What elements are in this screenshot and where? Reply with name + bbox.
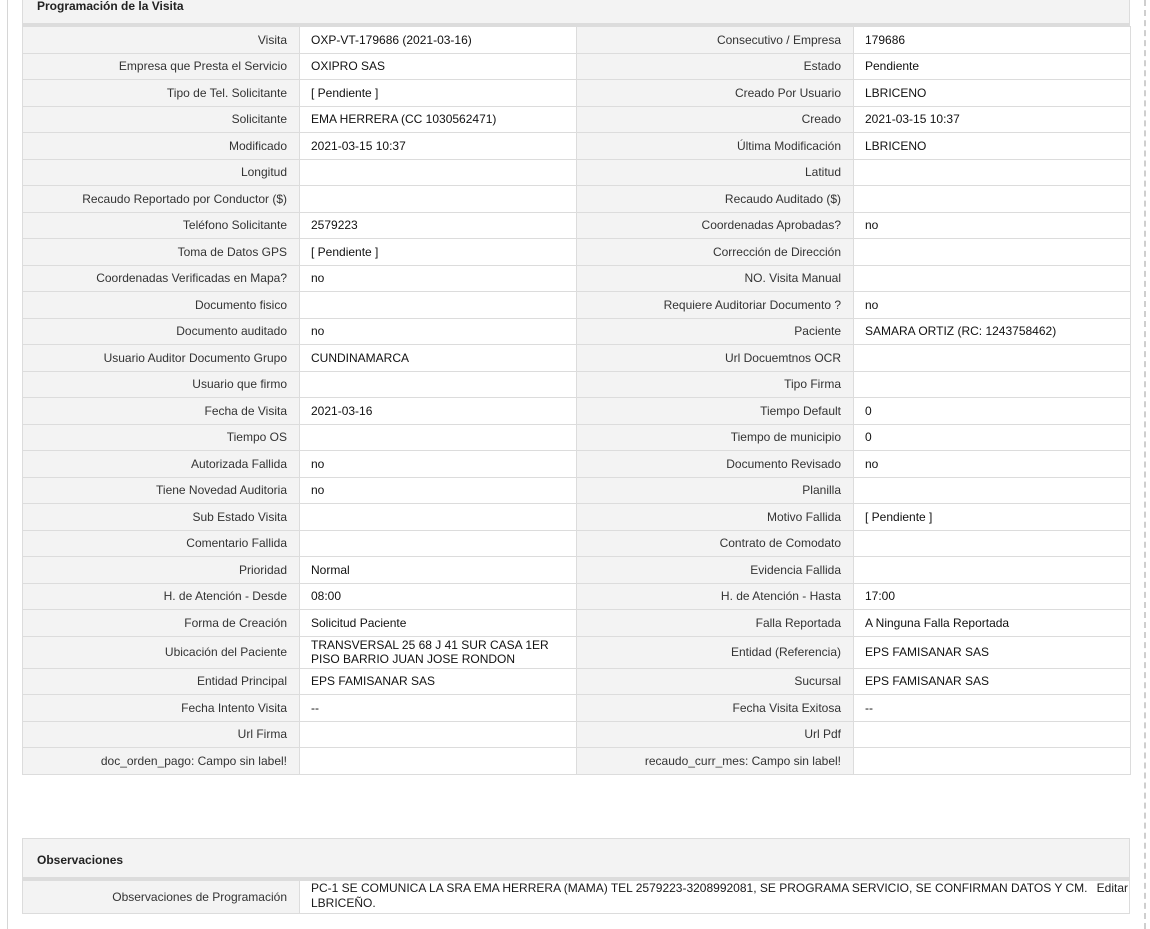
field-value: TRANSVERSAL 25 68 J 41 SUR CASA 1ER PISO BARRIO JUAN JOSE RONDON (300, 636, 577, 668)
observaciones-panel (22, 838, 1130, 914)
field-label: Documento auditado (23, 318, 300, 345)
table-row (23, 318, 1131, 345)
visit-details-table (22, 26, 1131, 775)
field-value (854, 159, 1131, 186)
field-label: Requiere Auditoriar Documento ? (577, 292, 854, 319)
field-value: LBRICENO (854, 133, 1131, 160)
field-label: Entidad (Referencia) (577, 636, 854, 668)
field-value: 17:00 (854, 583, 1131, 610)
field-label: Tipo Firma (577, 371, 854, 398)
field-label: Documento fisico (23, 292, 300, 319)
table-row (23, 695, 1131, 722)
field-label: Última Modificación (577, 133, 854, 160)
field-label: Usuario que firmo (23, 371, 300, 398)
field-label: Estado (577, 53, 854, 80)
field-value: [ Pendiente ] (300, 80, 577, 107)
field-label: H. de Atención - Desde (23, 583, 300, 610)
field-label: NO. Visita Manual (577, 265, 854, 292)
field-value: no (854, 292, 1131, 319)
field-label: Creado (577, 106, 854, 133)
field-label: Url Firma (23, 721, 300, 748)
table-row (23, 159, 1131, 186)
field-value (300, 721, 577, 748)
field-label: Prioridad (23, 557, 300, 584)
field-label: Motivo Fallida (577, 504, 854, 531)
table-row (23, 530, 1131, 557)
table-row (23, 557, 1131, 584)
field-value: -- (854, 695, 1131, 722)
table-row (23, 345, 1131, 372)
frame-right-dashed-border (1144, 0, 1146, 929)
field-label: recaudo_curr_mes: Campo sin label! (577, 748, 854, 775)
field-label: Comentario Fallida (23, 530, 300, 557)
field-value (300, 530, 577, 557)
field-value: [ Pendiente ] (300, 239, 577, 266)
field-label: Ubicación del Paciente (23, 636, 300, 668)
field-label: Forma de Creación (23, 610, 300, 637)
field-value: no (300, 318, 577, 345)
field-label: Contrato de Comodato (577, 530, 854, 557)
field-value (854, 748, 1131, 775)
field-value: 0 (854, 398, 1131, 425)
field-value: LBRICENO (854, 80, 1131, 107)
table-row (23, 133, 1131, 160)
field-value: 2021-03-16 (300, 398, 577, 425)
field-label: Teléfono Solicitante (23, 212, 300, 239)
field-label: Tiempo Default (577, 398, 854, 425)
table-row (23, 477, 1131, 504)
field-label: Toma de Datos GPS (23, 239, 300, 266)
field-label: Creado Por Usuario (577, 80, 854, 107)
table-row (23, 398, 1131, 425)
field-label: Visita (23, 27, 300, 54)
table-row (23, 583, 1131, 610)
field-value: EPS FAMISANAR SAS (300, 668, 577, 695)
field-value (300, 159, 577, 186)
field-label: Url Pdf (577, 721, 854, 748)
field-value: [ Pendiente ] (854, 504, 1131, 531)
field-label: Consecutivo / Empresa (577, 27, 854, 54)
field-label: Entidad Principal (23, 668, 300, 695)
field-value: OXIPRO SAS (300, 53, 577, 80)
edit-link[interactable]: Editar (1096, 881, 1128, 895)
field-value (854, 186, 1131, 213)
observaciones-table (22, 880, 1130, 914)
table-row (23, 748, 1131, 775)
field-label: Falla Reportada (577, 610, 854, 637)
field-label: Fecha de Visita (23, 398, 300, 425)
field-label: H. de Atención - Hasta (577, 583, 854, 610)
field-value (854, 721, 1131, 748)
field-value: OXP-VT-179686 (2021-03-16) (300, 27, 577, 54)
field-value: Pendiente (854, 53, 1131, 80)
table-row (23, 668, 1131, 695)
field-value: 2021-03-15 10:37 (300, 133, 577, 160)
table-row (23, 53, 1131, 80)
field-value: no (300, 265, 577, 292)
field-value (300, 504, 577, 531)
field-label: Sub Estado Visita (23, 504, 300, 531)
field-value: -- (300, 695, 577, 722)
field-label: Coordenadas Aprobadas? (577, 212, 854, 239)
field-value (300, 371, 577, 398)
field-label: Modificado (23, 133, 300, 160)
field-value: SAMARA ORTIZ (RC: 1243758462) (854, 318, 1131, 345)
field-label: Observaciones de Programación (23, 881, 300, 914)
field-value: no (300, 451, 577, 478)
field-value: 2579223 (300, 212, 577, 239)
table-row (23, 292, 1131, 319)
field-value (300, 424, 577, 451)
field-value: EPS FAMISANAR SAS (854, 668, 1131, 695)
field-value (854, 371, 1131, 398)
table-row (23, 451, 1131, 478)
field-label: Solicitante (23, 106, 300, 133)
programacion-panel (22, 0, 1130, 775)
field-value: A Ninguna Falla Reportada (854, 610, 1131, 637)
table-row (23, 27, 1131, 54)
field-label: doc_orden_pago: Campo sin label! (23, 748, 300, 775)
table-row (23, 265, 1131, 292)
table-row (23, 424, 1131, 451)
table-row (23, 371, 1131, 398)
observaciones-value-cell (300, 881, 1130, 914)
table-row (23, 881, 1130, 914)
field-label: Planilla (577, 477, 854, 504)
field-value: EPS FAMISANAR SAS (854, 636, 1131, 668)
field-value (300, 186, 577, 213)
field-value (854, 530, 1131, 557)
field-label: Empresa que Presta el Servicio (23, 53, 300, 80)
field-value: 0 (854, 424, 1131, 451)
field-value: EMA HERRERA (CC 1030562471) (300, 106, 577, 133)
field-value: no (300, 477, 577, 504)
field-label: Url Docuemtnos OCR (577, 345, 854, 372)
frame-left-border (7, 0, 8, 929)
table-row (23, 504, 1131, 531)
field-label: Tiempo OS (23, 424, 300, 451)
field-value (854, 345, 1131, 372)
field-value: Solicitud Paciente (300, 610, 577, 637)
section-title: Observaciones (22, 838, 1130, 880)
table-row (23, 80, 1131, 107)
field-label: Paciente (577, 318, 854, 345)
field-value (854, 477, 1131, 504)
field-label: Coordenadas Verificadas en Mapa? (23, 265, 300, 292)
table-row (23, 106, 1131, 133)
field-value: CUNDINAMARCA (300, 345, 577, 372)
field-label: Usuario Auditor Documento Grupo (23, 345, 300, 372)
field-value: 2021-03-15 10:37 (854, 106, 1131, 133)
field-label: Latitud (577, 159, 854, 186)
field-label: Recaudo Reportado por Conductor ($) (23, 186, 300, 213)
table-row (23, 212, 1131, 239)
field-label: Fecha Intento Visita (23, 695, 300, 722)
field-label: Tiempo de municipio (577, 424, 854, 451)
field-value (300, 748, 577, 775)
table-row (23, 186, 1131, 213)
field-label: Autorizada Fallida (23, 451, 300, 478)
field-label: Tiene Novedad Auditoria (23, 477, 300, 504)
field-label: Evidencia Fallida (577, 557, 854, 584)
field-value: Normal (300, 557, 577, 584)
field-value: 08:00 (300, 583, 577, 610)
field-value (300, 292, 577, 319)
field-label: Recaudo Auditado ($) (577, 186, 854, 213)
observaciones-text: PC-1 SE COMUNICA LA SRA EMA HERRERA (MAMA) TEL 2579223-3208992081, SE PROGRAMA SERVICIO, SE CONFIRMAN DATOS Y CM. LBRICEÑO. (311, 881, 1088, 910)
section-title: Programación de la Visita (22, 0, 1130, 26)
field-value (854, 239, 1131, 266)
field-value (854, 265, 1131, 292)
field-label: Tipo de Tel. Solicitante (23, 80, 300, 107)
field-label: Sucursal (577, 668, 854, 695)
table-row (23, 610, 1131, 637)
field-value (854, 557, 1131, 584)
table-row (23, 636, 1131, 668)
field-value: no (854, 451, 1131, 478)
field-label: Fecha Visita Exitosa (577, 695, 854, 722)
field-value: 179686 (854, 27, 1131, 54)
field-value: no (854, 212, 1131, 239)
field-label: Longitud (23, 159, 300, 186)
table-row (23, 721, 1131, 748)
field-label: Documento Revisado (577, 451, 854, 478)
table-row (23, 239, 1131, 266)
field-label: Corrección de Dirección (577, 239, 854, 266)
